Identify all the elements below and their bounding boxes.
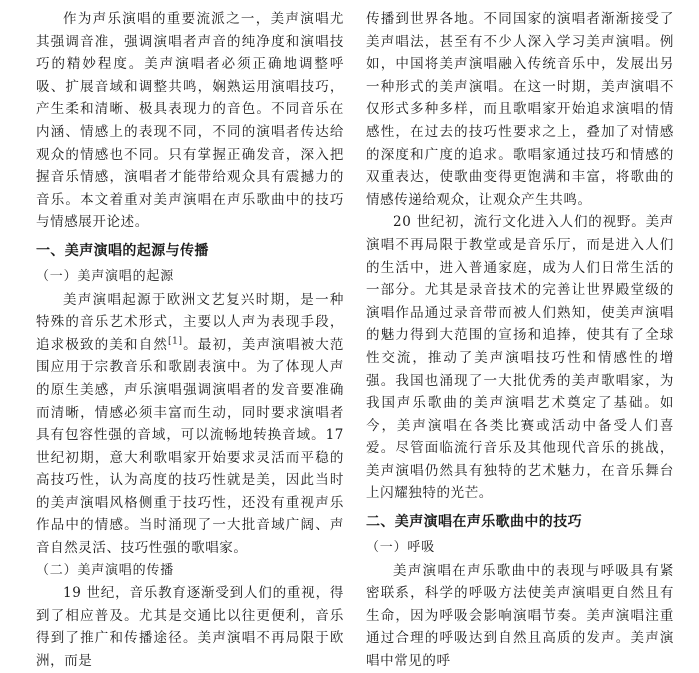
section-heading-techniques: 二、美声演唱在声乐歌曲中的技巧	[366, 514, 582, 531]
intro-paragraph: 作为声乐演唱的重要流派之一，美声演唱尤其强调音准，强调演唱者声音的纯净度和演唱技巧的精妙程度。美声演唱者必须正确地调整呼吸、扩展音域和调整共鸣，娴熟运用演唱技巧，产生柔和清晰、极具表现力的音色。不同音乐在内涵、情感上的表现不同，不同的演唱者传达给观众的情感也不同。只有掌握正确发音，深入把握音乐情感，演唱者才能带给观众具有震撼力的音乐。本文着重对美声演唱在声乐歌曲中的技巧与情感展开论述。	[36, 11, 344, 231]
spread-continuation-paragraph: 传播到世界各地。不同国家的演唱者渐渐接受了美声唱法，甚至有不少人深入学习美声演唱。例如，中国将美声演唱融入传统音乐中，发展出另一种形式的美声演唱。在这一时期，美声演唱不仅形式多种多样，而且歌唱家开始追求演唱的情感性，在过去的技巧性要求之上，叠加了对情感的深度和广度的追求。歌唱家通过技巧和情感的双重表达，使歌曲变得更饱满和丰富，将歌曲的情感传递给观众，让观众产生共鸣。	[366, 11, 674, 208]
section-heading-origin-and-spread: 一、美声演唱的起源与传播	[36, 242, 209, 259]
subsection-heading-origin: （一）美声演唱的起源	[36, 268, 175, 284]
twentieth-century-paragraph: 20 世纪初，流行文化进入人们的视野。美声演唱不再局限于教堂或是音乐厅，而是进入人们的生活中，进入普通家庭，成为人们日常生活的一部分。尤其是录音技术的完善让世界殿堂级的演唱作品通过录音带而被人们熟知，使美声演唱的魅力得到大范围的宣扬和追捧，使其有了全球性交流，推动了美声演唱技巧性和情感性的增强。我国也涌现了一大批优秀的美声歌唱家，为我国声乐歌曲的美声演唱艺术奠定了基础。如今，美声演唱在各类比赛或活动中备受人们喜爱。尽管面临流行音乐及其他现代音乐的挑战，美声演唱仍然具有独特的艺术魅力，在音乐舞台上闪耀独特的光芒。	[366, 214, 674, 502]
subsection-heading-breathing: （一）呼吸	[366, 540, 436, 556]
citation-ref-1: [1]	[168, 336, 183, 347]
origin-paragraph	[36, 289, 344, 560]
spread-paragraph: 19 世纪，音乐教育逐渐受到人们的重视，得到了相应普及。尤其是交通比以往更便利，音乐得到了推广和传播途径。美声演唱不再局限于欧洲，而是	[36, 585, 344, 670]
breathing-paragraph: 美声演唱在声乐歌曲中的表现与呼吸具有紧密联系，科学的呼吸方法使美声演唱更自然且有生命，因为呼吸会影响演唱节奏。美声演唱注重通过合理的呼吸达到自然且高质的发声。美声演唱中常见的呼	[366, 562, 674, 670]
origin-text-part1: 美声演唱起源于欧洲文艺复兴时期，是一种特殊的音乐艺术形式，主要以人声为表现手段，追求极致的美和自然	[36, 291, 344, 353]
subsection-heading-spread: （二）美声演唱的传播	[36, 562, 175, 578]
left-column	[36, 8, 344, 670]
origin-text-part2: 。最初，美声演唱被大范围应用于宗教音乐和歌剧表演中。为了体现人声的原生美感，声乐演唱强调演唱者的发音要准确而清晰，情感必须丰富而生动，同时要求演唱者具有包容性强的音域，可以流畅地转换音域。17 世纪初期，意大利歌唱家开始要求灵活而平稳的高技巧性，认为高度的技巧性就是美，因此当时的美声演唱风格侧重于技巧性，还没有重视声乐作品中的情感。当时涌现了一大批音域广阔、声音自然灵活、技巧性强的歌唱家。	[36, 336, 344, 557]
right-column	[366, 8, 674, 670]
